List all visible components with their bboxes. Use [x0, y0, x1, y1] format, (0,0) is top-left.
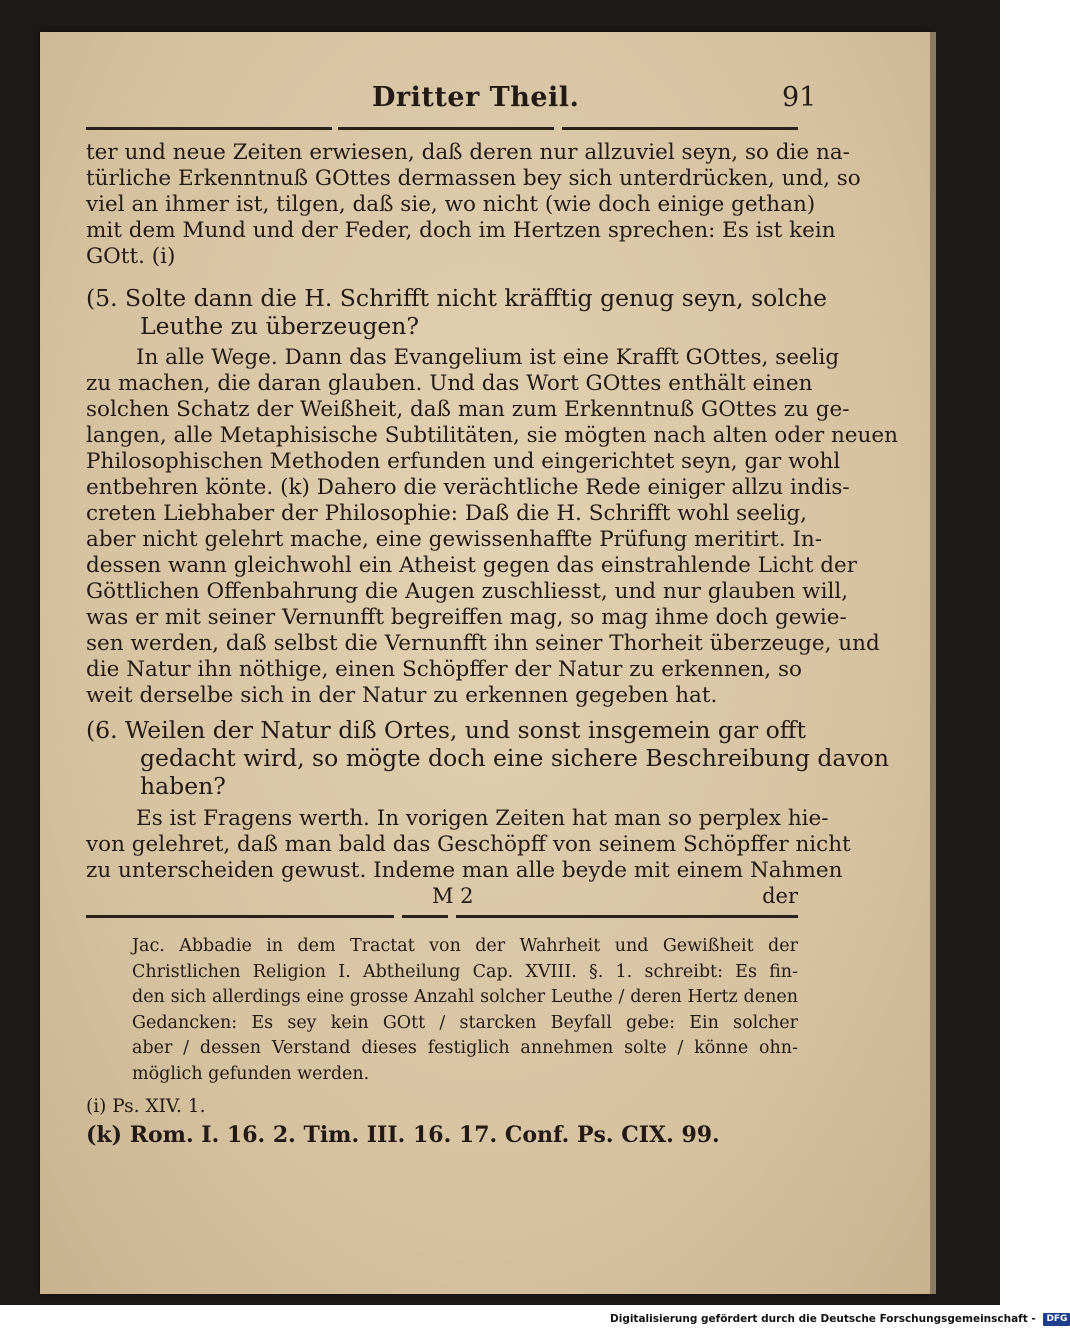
- header-rule-middle: [338, 127, 554, 130]
- continuation-paragraph: [86, 140, 861, 270]
- footnote-rule-left: [86, 915, 394, 918]
- text-line: mit dem Mund und der Feder, doch im Hertzen sprechen: Es ist kein: [86, 218, 836, 243]
- footnote-line: aber / dessen Verstand dieses festiglich annehmen solte / könne ohn-: [132, 1038, 798, 1058]
- text-line: die Natur ihn nöthige, einen Schöpffer der Natur zu erkennen, so: [86, 657, 802, 682]
- text-line: zu machen, die daran glauben. Und das Wort GOttes enthält einen: [86, 371, 813, 396]
- question-6: [86, 716, 889, 800]
- signature-mark: M 2: [432, 884, 474, 908]
- answer-5: [86, 345, 898, 709]
- text-line: aber nicht gelehrt mache, eine gewissenhaffte Prüfung meritirt. In-: [86, 527, 823, 552]
- page-header: [40, 56, 820, 116]
- footnote-line: Christlichen Religion I. Abtheilung Cap. XVIII. §. 1. schreibt: Es fin-: [132, 961, 798, 982]
- question-line: Leuthe zu überzeugen?: [140, 312, 420, 340]
- question-line: gedacht wird, so mögte doch eine sichere Beschreibung davon: [140, 744, 889, 772]
- dfg-logo: DFG: [1043, 1313, 1070, 1326]
- question-line: (6. Weilen der Natur diß Ortes, und sonst insgemein gar offt: [86, 716, 806, 744]
- footnote-k: (k) Rom. I. 16. 2. Tim. III. 16. 17. Conf. Ps. CIX. 99.: [86, 1122, 720, 1148]
- footnote-rule-middle: [402, 915, 448, 918]
- text-line: GOtt. (i): [86, 244, 176, 269]
- text-line: langen, alle Metaphisische Subtilitäten, sie mögten nach alten oder neuen: [86, 423, 898, 448]
- header-rule-left: [86, 127, 332, 130]
- footnote-line: den sich allerdings eine grosse Anzahl solcher Leuthe / deren Hertz denen: [132, 987, 798, 1007]
- footnotes: [86, 934, 798, 1149]
- page-edge: [930, 32, 936, 1294]
- footnote-line: möglich gefunden werden.: [132, 1063, 370, 1084]
- text-line: was er mit seiner Vernunfft begreiffen mag, so mag ihme doch gewie-: [86, 605, 847, 630]
- digitization-credit: [610, 1310, 1070, 1328]
- text-line: sen werden, daß selbst die Vernunfft ihn seiner Thorheit überzeuge, und: [86, 631, 880, 656]
- text-line: In alle Wege. Dann das Evangelium ist eine Krafft GOttes, seelig: [136, 345, 840, 370]
- text-line: weit derselbe sich in der Natur zu erkennen gegeben hat.: [86, 683, 718, 708]
- signature-line: [86, 884, 798, 910]
- credit-text: Digitalisierung gefördert durch die Deutsche Forschungsgemeinschaft -: [610, 1313, 1036, 1325]
- text-line: Philosophischen Methoden erfunden und eingerichtet seyn, gar wohl: [86, 449, 841, 474]
- footnote-rule-right: [456, 915, 798, 918]
- text-line: Göttlichen Offenbahrung die Augen zuschliesst, und nur glauben will,: [86, 579, 849, 604]
- question-line: haben?: [140, 772, 226, 800]
- text-line: solchen Schatz der Weißheit, daß man zum Erkenntnuß GOttes zu ge-: [86, 397, 850, 422]
- question-line: (5. Solte dann die H. Schrifft nicht kräfftig genug seyn, solche: [86, 284, 828, 312]
- text-line: viel an ihmer ist, tilgen, daß sie, wo nicht (wie doch einige gethan): [86, 192, 816, 217]
- text-line: Es ist Fragens werth. In vorigen Zeiten hat man so perplex hie-: [136, 806, 829, 831]
- text-line: dessen wann gleichwohl ein Atheist gegen das einstrahlende Licht der: [86, 553, 857, 578]
- footnote-line: Jac. Abbadie in dem Tractat von der Wahrheit und Gewißheit der: [132, 936, 798, 956]
- question-5: [86, 284, 828, 340]
- text-line: entbehren könte. (k) Dahero die verächtliche Rede einiger allzu indis-: [86, 475, 850, 500]
- page-number: 91: [782, 82, 817, 113]
- text-line: creten Liebhaber der Philosophie: Daß die H. Schrifft wohl seelig,: [86, 501, 807, 526]
- footnote-i: (i) Ps. XIV. 1.: [86, 1096, 206, 1117]
- catchword: der: [762, 884, 798, 908]
- running-title: Dritter Theil.: [372, 82, 580, 113]
- header-rule-right: [562, 127, 798, 130]
- text-line: zu unterscheiden gewust. Indeme man alle beyde mit einem Nahmen: [86, 858, 843, 883]
- text-line: von gelehret, daß man bald das Geschöpff von seinem Schöpffer nicht: [86, 832, 851, 857]
- text-line: ter und neue Zeiten erwiesen, daß deren nur allzuviel seyn, so die na-: [86, 140, 850, 165]
- answer-6: [86, 806, 851, 884]
- footnote-line: Gedancken: Es sey kein GOtt / starcken Beyfall gebe: Ein solcher: [132, 1012, 798, 1033]
- text-line: türliche Erkenntnuß GOttes dermassen bey sich unterdrücken, und, so: [86, 166, 861, 191]
